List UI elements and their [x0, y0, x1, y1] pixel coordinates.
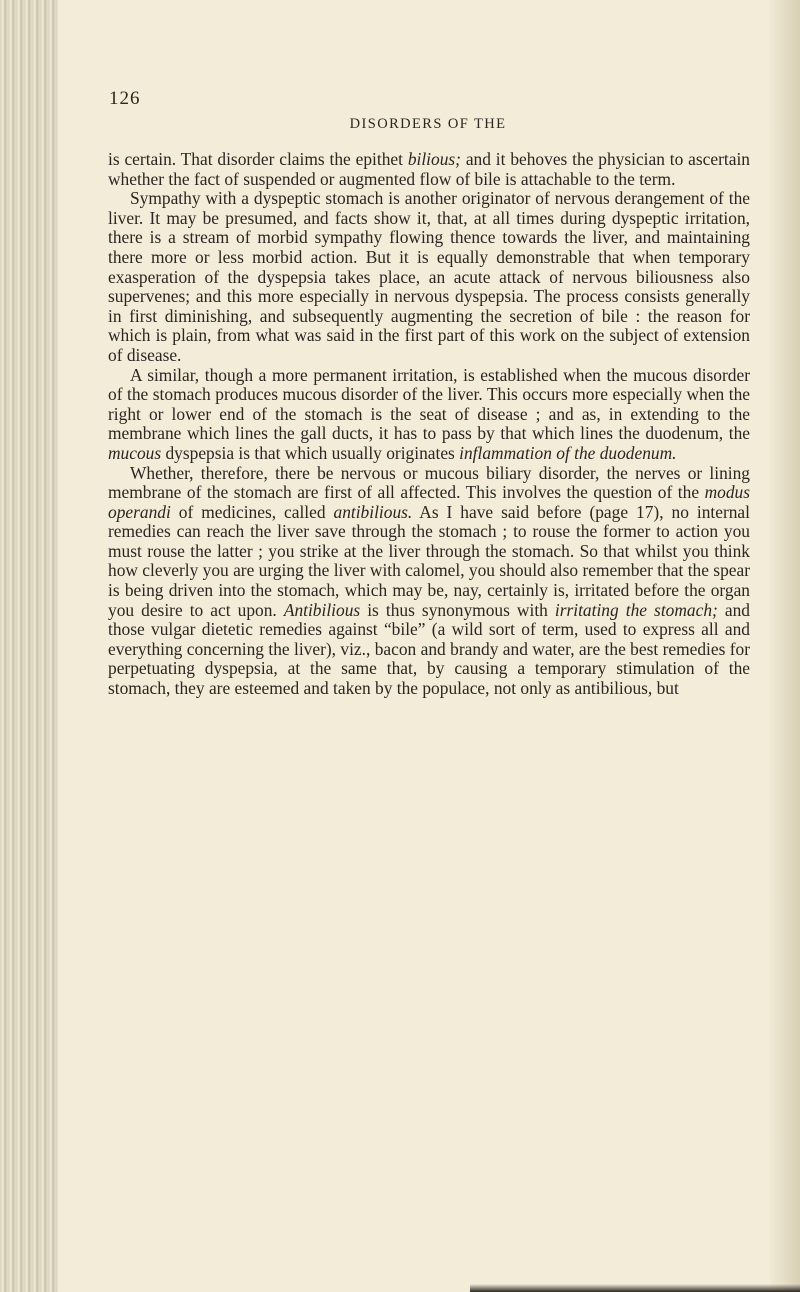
- text-run: of medicines, called: [170, 501, 334, 522]
- italic-text: modus operandi: [108, 482, 750, 522]
- italic-text: Antibilious: [283, 599, 361, 620]
- paragraph: [108, 366, 750, 464]
- italic-text: mucous: [108, 442, 162, 463]
- italic-text: inflammation of the duodenum.: [459, 442, 677, 463]
- italic-text: bilious;: [407, 149, 461, 169]
- text-run: and it behoves the physician to ascertain whether the fact of suspended or augmented flow of bile is attachable to the term.: [108, 149, 750, 189]
- paragraph: [108, 189, 750, 365]
- text-run: is thus synonymous with: [360, 599, 555, 620]
- italic-text: irritating the stomach;: [554, 599, 718, 620]
- text-run: As I have said before (page 17), no internal remedies can reach the liver save through the stomach ; to rouse the former to action you must rouse the latter ; you strike at the liver through the stomach. So that whilst you think how cleverly you are urging the liver with calomel, you should also remember that the spear is being driven into the stomach, which may be, nay, certainly is, irritated before the organ you desire to act upon.: [108, 501, 750, 620]
- binding-gutter: [0, 0, 58, 1292]
- text-run: Whether, therefore, there be nervous or mucous biliary disorder, the nerves or lining membrane of the stomach are first of all affected. This involves the question of the: [108, 462, 750, 503]
- book-page: [88, 0, 768, 1292]
- paragraph: [108, 150, 750, 189]
- text-run: Sympathy with a dyspeptic stomach is another originator of nervous derangement of the liver. It may be presumed, and facts show it, that, at all times during dyspeptic irritation, there is a stream of morbid sympathy flowing thence towards the liver, and maintaining there more or less morbid action. But it is equally demonstrable that when temporary exasperation of the dyspepsia takes place, an acute attack of nervous biliousness also supervenes; and this more especially in nervous dyspepsia. The process consists generally in first diminishing, and subsequently augmenting the secretion of bile : the reason for which is plain, from what was said in the first part of this work on the subject of extension of disease.: [108, 188, 750, 365]
- page-edge: [770, 0, 800, 1292]
- paragraph: [108, 464, 750, 699]
- italic-text: antibilious.: [333, 501, 413, 522]
- text-run: dyspepsia is that which usually originates: [161, 442, 460, 463]
- text-run: and those vulgar dietetic remedies against “bile” (a wild sort of term, used to express all and everything concerning the liver), viz., bacon and brandy and water, are the best remedies for perpetuating dyspepsia, at the same that, by causing a temporary stimulation of the stomach, they are esteemed and taken by the populace, not only as antibilious, but: [108, 599, 750, 699]
- running-head: DISORDERS OF THE: [349, 116, 507, 132]
- text-run: is certain. That disorder claims the epithet: [108, 149, 408, 169]
- page-number: 126: [109, 88, 141, 109]
- text-run: A similar, though a more permanent irritation, is established when the mucous disorder of the stomach produces mucous disorder of the liver. This occurs more especially when the right or lower end of the stomach is the seat of disease ; and as, in extending to the membrane which lines the gall ducts, it has to pass by that which lines the duodenum, the: [108, 364, 750, 444]
- body-text: [108, 150, 750, 699]
